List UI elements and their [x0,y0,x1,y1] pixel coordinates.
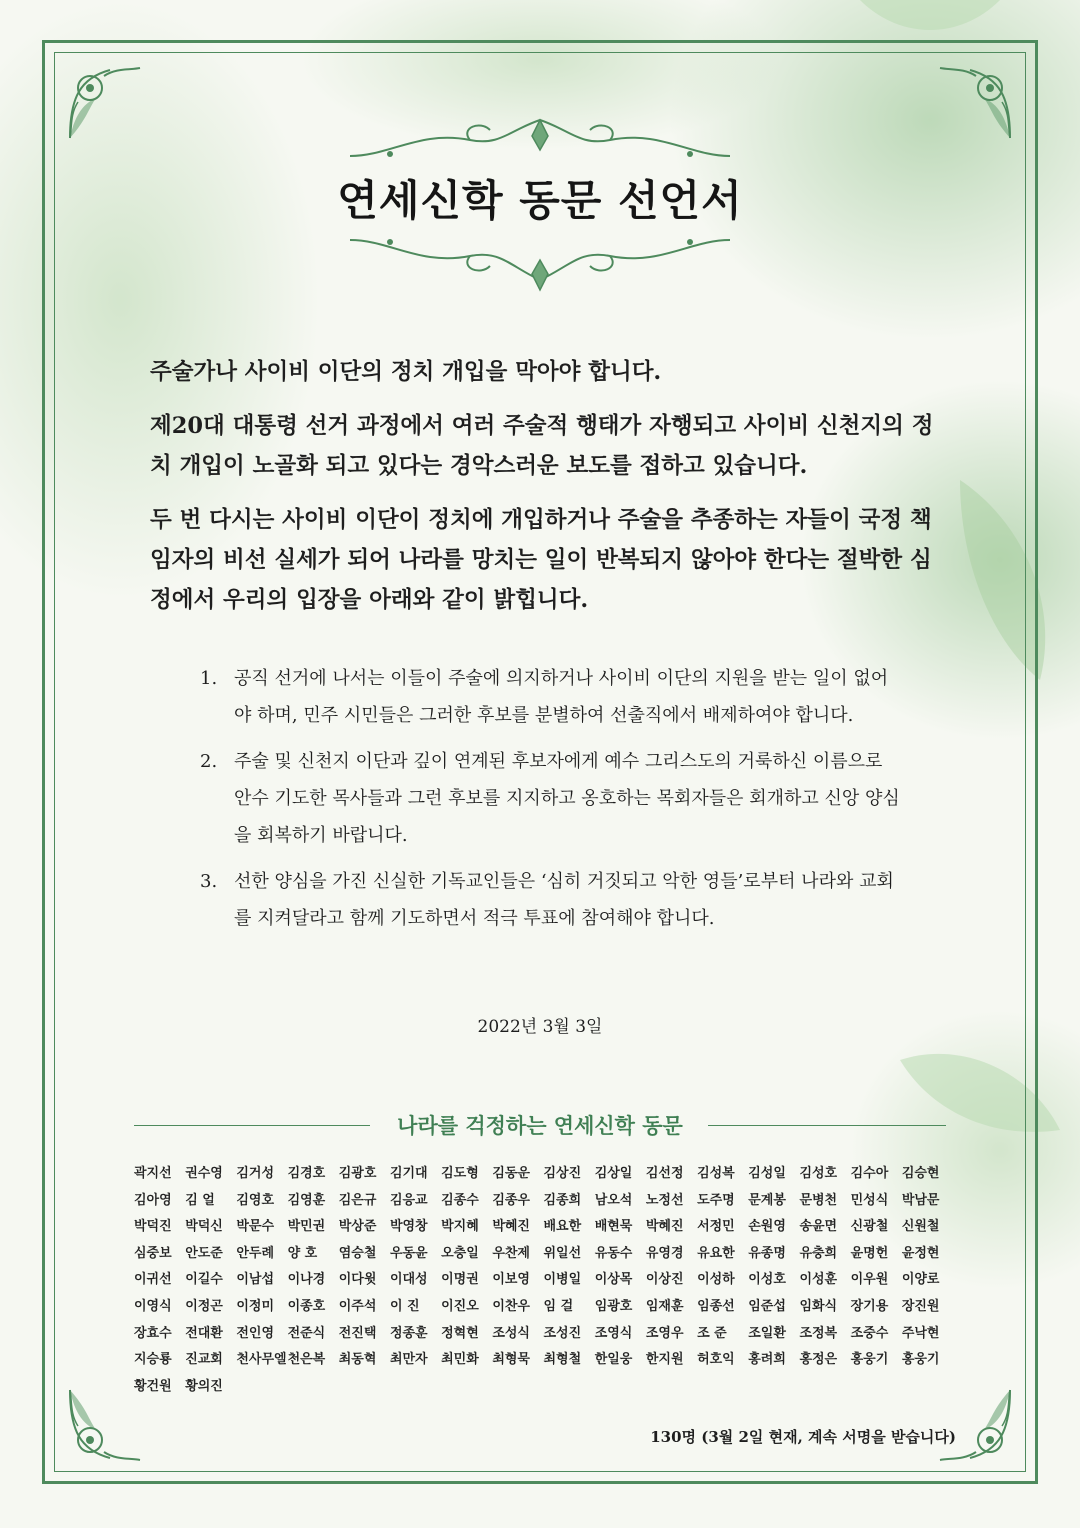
signatory-name: 박덕신 [185,1219,223,1235]
ornament-scroll-icon [330,110,750,166]
signatory-name: 황건원 [134,1378,172,1394]
signatory-name: 홍정은 [799,1352,838,1368]
signatory-name: 이남섭 [236,1272,275,1288]
signatory-name: 장진원 [901,1298,940,1314]
signatory-name: 김도형 [441,1166,479,1181]
signatory-name: 이보영 [492,1272,530,1288]
signatory-name: 우찬제 [492,1245,530,1261]
signatory-name: 홍웅기 [901,1352,940,1368]
signatory-name: 손원영 [748,1219,786,1235]
signatory-name: 최형묵 [492,1352,530,1368]
signatory-name: 김종우 [492,1192,530,1208]
signatory-name: 박덕진 [134,1219,172,1235]
signatory-name: 조중수 [850,1325,889,1341]
signatory-name: 문병천 [799,1192,838,1208]
signatory-name: 오충일 [441,1245,479,1261]
signatory-name: 우동윤 [389,1245,428,1261]
signatory-name: 도주명 [697,1192,735,1208]
signatory-name: 이정곤 [185,1298,223,1314]
signatory-name: 주낙현 [901,1325,940,1341]
signatory-name: 이다윗 [338,1272,377,1288]
signature-count: 130명 (3월 2일 현재, 계속 서명을 받습니다) [650,1428,956,1446]
signatory-name: 이명권 [441,1272,479,1288]
declaration-list [200,660,900,946]
signatory-name: 허호익 [697,1352,735,1368]
signatory-name: 임화식 [799,1298,838,1314]
signatory-name: 조정복 [799,1325,838,1341]
signatory-name: 박민권 [287,1219,326,1235]
signatory-name: 박지혜 [441,1219,479,1235]
signatory-name: 임준섭 [748,1298,786,1314]
signatory-name: 김응교 [389,1192,428,1208]
signatory-name: 임광호 [594,1298,633,1314]
signatory-name: 유요한 [697,1245,735,1261]
signatory-name: 전인영 [236,1325,275,1341]
signatory-name: 홍려희 [748,1352,786,1368]
signatory-name: 최동혁 [338,1352,377,1368]
ornament-corner-icon [930,58,1020,148]
signatory-name: 김경호 [287,1166,326,1181]
signatory-name: 안두례 [236,1245,275,1261]
signatory-name: 안도준 [185,1245,223,1261]
ornament-corner-icon [60,58,150,148]
signatory-name: 박상준 [338,1219,377,1235]
signatory-name: 양 호 [287,1245,318,1261]
lead-paragraphs [150,352,950,634]
signatory-name: 김광호 [338,1166,377,1181]
signatory-name: 김승현 [901,1166,940,1181]
signatory-name: 이 진 [389,1298,420,1314]
signatory-name: 이종호 [287,1298,326,1314]
signatory-name: 김은규 [338,1192,377,1208]
signatory-name: 이성훈 [799,1272,838,1288]
signatory-name: 김성일 [748,1166,786,1181]
signatory-name: 이상진 [645,1272,684,1288]
item-number: 3. [200,871,218,892]
signatory-name: 윤명헌 [850,1245,889,1261]
signatory-name: 유충희 [799,1245,838,1261]
signatory-name: 박혜진 [492,1219,530,1235]
signatory-name: 이나경 [287,1272,326,1288]
signatory-name: 최형철 [543,1352,582,1368]
item-number: 1. [200,668,218,689]
signatory-name: 신원철 [901,1219,940,1235]
signatory-name: 조영식 [594,1325,633,1341]
signatory-name: 박영창 [389,1219,428,1235]
signatory-name: 한일웅 [594,1352,633,1368]
signatory-name: 천은복 [287,1352,326,1368]
signatory-name: 이정미 [236,1298,275,1314]
item-text: 공직 선거에 나서는 이들이 주술에 의지하거나 사이비 이단의 지원을 받는 일이 없어야 하며, 민주 시민들은 그러한 후보를 분별하여 선출직에서 배제하여야 합니다. [234,668,889,726]
signatory-name: 지승룡 [134,1352,172,1368]
lead-paragraph: 제20대 대통령 선거 과정에서 여러 주술적 행태가 자행되고 사이비 신천지의 정치 개입이 노골화 되고 있다는 경악스러운 보도를 접하고 있습니다. [150,413,934,479]
signatory-name: 김영훈 [287,1192,326,1208]
signatory-name: 이귀선 [134,1272,172,1288]
lead-paragraph: 주술가나 사이비 이단의 정치 개입을 막아야 합니다. [150,359,662,385]
item-text: 주술 및 신천지 이단과 깊이 연계된 후보자에게 예수 그리스도의 거룩하신 이름으로 안수 기도한 목사들과 그런 후보를 지지하고 옹호하는 목회자들은 회개하고 신앙 양심을 회복하기 바랍니다. [234,751,900,846]
signatory-name: 노정선 [645,1192,684,1208]
signatory-name: 김상진 [543,1166,582,1181]
signatory-name: 이진오 [441,1298,479,1314]
signatory-name: 조영우 [645,1325,684,1341]
signatory-name: 진교회 [185,1352,223,1368]
signatory-name: 이상목 [594,1272,633,1288]
signatory-name: 서정민 [697,1219,735,1235]
signatory-name: 김종희 [543,1192,582,1208]
signatories-heading: 나라를 걱정하는 연세신학 동문 [397,1113,683,1138]
divider-right [708,1125,946,1126]
signatory-name: 조일환 [748,1325,786,1341]
signatory-name: 정혁현 [441,1325,479,1341]
signatory-name: 김상일 [594,1166,633,1181]
signatory-name: 김선정 [645,1166,684,1181]
signatory-name: 권수영 [185,1166,223,1181]
signatory-name: 남오석 [594,1192,633,1208]
signatory-name: 전진택 [338,1325,377,1341]
signatory-name: 조성식 [492,1325,530,1341]
signatory-name: 홍웅기 [850,1352,889,1368]
signatory-name: 조성진 [543,1325,582,1341]
lead-paragraph: 두 번 다시는 사이비 이단이 정치에 개입하거나 주술을 추종하는 자들이 국정 책임자의 비선 실세가 되어 나라를 망치는 일이 반복되지 않아야 한다는 절박한 심정에서 우리의 입장을 아래와 같이 밝힙니다. [150,507,932,613]
signatory-name: 임종선 [697,1298,735,1314]
signatory-name: 김성호 [799,1166,838,1181]
signatory-name: 김영호 [236,1192,275,1208]
declaration-item [200,743,900,854]
signatory-name: 장효수 [134,1325,172,1341]
signatory-name: 신광철 [850,1219,889,1235]
signatory-name: 이양로 [901,1272,940,1288]
signatory-name: 전대환 [185,1325,223,1341]
signatory-name: 박문수 [236,1219,275,1235]
signatory-name: 임 걸 [543,1298,574,1314]
signatory-name: 위일선 [543,1245,582,1261]
item-text: 선한 양심을 가진 신실한 기독교인들은 ‘심히 거짓되고 악한 영들’로부터 나라와 교회를 지켜달라고 함께 기도하면서 적극 투표에 참여해야 합니다. [234,871,894,929]
signatory-name: 문계봉 [748,1192,786,1208]
signatory-name: 황의진 [185,1378,223,1394]
signatory-name: 한지원 [645,1352,684,1368]
signatory-name: 유종명 [748,1245,786,1261]
signatory-name: 심중보 [134,1245,172,1261]
signatory-name: 박혜진 [645,1219,684,1235]
signatory-name: 김종수 [441,1192,479,1208]
signatory-name: 정종훈 [389,1325,428,1341]
signatory-name: 임재훈 [645,1298,684,1314]
signatory-name: 이찬우 [492,1298,530,1314]
signatory-name: 이대성 [389,1272,428,1288]
signatory-name: 김동운 [492,1166,530,1181]
signatory-name: 김거성 [236,1166,275,1181]
signatory-list [134,1162,954,1401]
signatory-name: 이주석 [338,1298,377,1314]
item-number: 2. [200,751,218,772]
ornament-scroll-icon [330,230,750,296]
signatory-name: 김 얼 [185,1192,215,1208]
signatory-name: 이영식 [134,1298,172,1314]
signatory-name: 박남문 [901,1192,940,1208]
signatory-name: 곽지선 [134,1166,172,1181]
signatory-name: 송윤면 [799,1219,838,1235]
signatory-name: 천사무엘 [236,1352,287,1368]
signatory-name: 조 준 [697,1325,727,1341]
signatory-name: 김성복 [697,1166,735,1181]
signatory-name: 최민화 [441,1352,479,1368]
signatory-name: 이병일 [543,1272,582,1288]
signatory-name: 전준식 [287,1325,326,1341]
signatory-name: 이우원 [850,1272,889,1288]
signatory-name: 윤정현 [901,1245,940,1261]
declaration-item [200,660,900,734]
signatory-name: 이길수 [185,1272,223,1288]
signatory-name: 이성호 [748,1272,786,1288]
signatory-name: 이성하 [697,1272,735,1288]
signatory-name: 염승철 [338,1245,377,1261]
signatory-name: 배현묵 [594,1219,633,1235]
signatory-name: 김수아 [850,1166,889,1181]
signatory-name: 민성식 [850,1192,889,1208]
signatory-name: 최만자 [389,1352,428,1368]
signatory-name: 김아영 [134,1192,172,1208]
signatory-name: 유동수 [594,1245,633,1261]
declaration-item [200,863,900,937]
signatory-name: 김기대 [389,1166,428,1181]
signatory-name: 배요한 [543,1219,582,1235]
signatory-name: 유영경 [645,1245,684,1261]
declaration-date: 2022년 3월 3일 [477,1017,603,1037]
signatory-name: 장기용 [850,1298,889,1314]
document-title: 연세신학 동문 선언서 [337,176,743,225]
